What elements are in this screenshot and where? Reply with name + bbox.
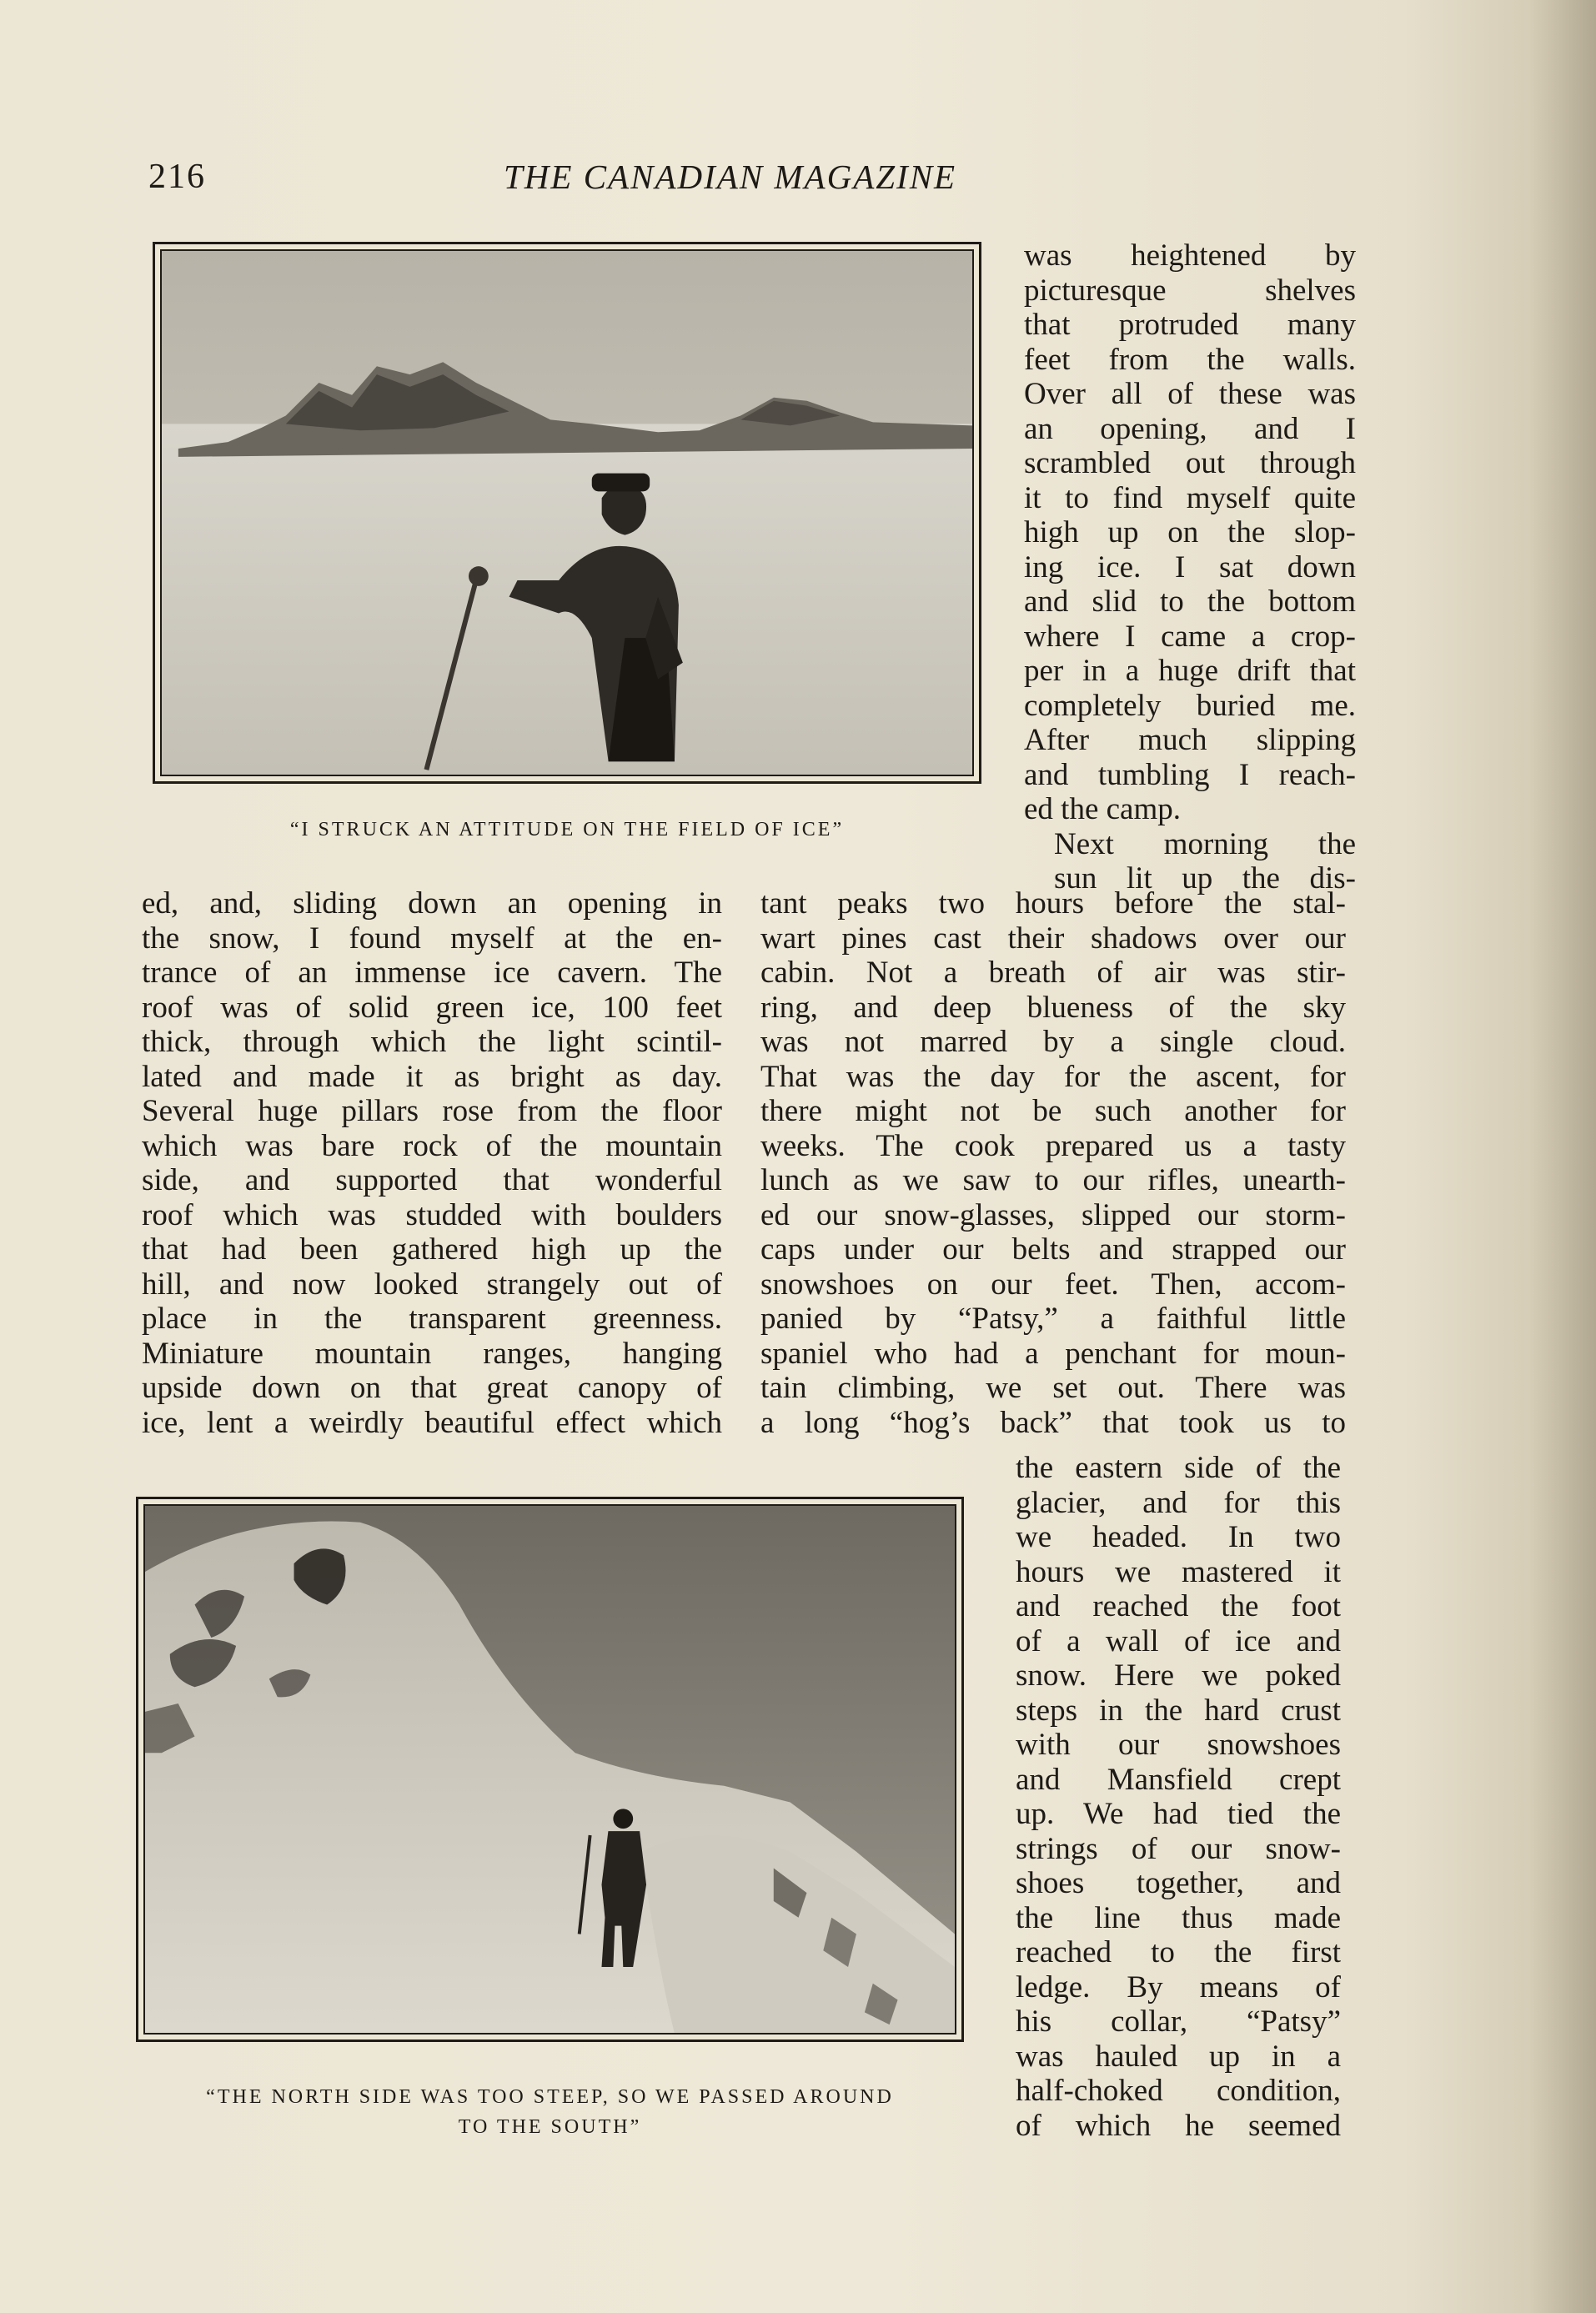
text-left-column [142, 886, 722, 1440]
text-line: up. We had tied the [1016, 1797, 1341, 1831]
text-line: roof which was studded with boulders [142, 1197, 722, 1232]
text-line: hill, and now looked strangely out of [142, 1267, 722, 1302]
photo-man-on-ice-field-illustration [162, 251, 972, 775]
text-line: an opening, and I [1024, 411, 1356, 446]
text-line: half-choked condition, [1016, 2074, 1341, 2108]
text-line: upside down on that great canopy of [142, 1371, 722, 1405]
text-line: strings of our snow- [1016, 1831, 1341, 1866]
text-line: ed the camp. [1024, 792, 1181, 826]
text-line: feet from the walls. [1024, 342, 1356, 377]
photo-climber-on-slope [136, 1497, 964, 2042]
text-line: Next morning the [1054, 826, 1356, 861]
text-line: it to find myself quite [1024, 480, 1356, 515]
text-line: the eastern side of the [1016, 1451, 1341, 1485]
photo-image [143, 1504, 956, 2035]
text-line: panied by “Patsy,” a faithful little [760, 1302, 1346, 1336]
text-line: tain climbing, we set out. There was [760, 1371, 1346, 1405]
photo2-caption-line2: TO THE SOUTH” [458, 2116, 642, 2138]
text-line: his collar, “Patsy” [1016, 2004, 1341, 2039]
text-line: ed, and, sliding down an opening in [142, 886, 722, 921]
text-line: the line thus made [1016, 1900, 1341, 1935]
text-line: After much slipping [1024, 723, 1356, 757]
text-line: picturesque shelves [1024, 273, 1356, 308]
photo-climber-on-slope-illustration [145, 1506, 955, 2033]
text-line: ice, lent a weirdly beautiful effect which [142, 1405, 722, 1440]
text-middle-column [760, 886, 1346, 1440]
text-line: where I came a crop- [1024, 619, 1356, 654]
photo1-caption: “I STRUCK AN ATTITUDE ON THE FIELD OF ICE” [289, 819, 845, 840]
photo-man-on-ice-field [153, 242, 981, 784]
text-line: lated and made it as bright as day. [142, 1059, 722, 1094]
text-line: ing ice. I sat down [1024, 549, 1356, 585]
text-line: cabin. Not a breath of air was stir- [760, 956, 1346, 990]
text-line: that protruded many [1024, 308, 1356, 342]
text-line: and reached the foot [1016, 1589, 1341, 1623]
text-line: that had been gathered high up the [142, 1232, 722, 1267]
text-right-top [1024, 238, 1356, 896]
text-line: steps in the hard crust [1016, 1693, 1341, 1728]
text-line: place in the transparent greenness. [142, 1302, 722, 1336]
text-line: Several huge pillars rose from the floor [142, 1094, 722, 1128]
text-line: there might not be such another for [760, 1094, 1346, 1128]
text-line: a long “hog’s back” that took us to [760, 1405, 1346, 1440]
text-line: ledge. By means of [1016, 1969, 1341, 2004]
text-line: and tumbling I reach- [1024, 757, 1356, 792]
text-line: was hauled up in a [1016, 2039, 1341, 2074]
text-line: completely buried me. [1024, 688, 1356, 723]
photo2-caption-line1: “THE NORTH SIDE WAS TOO STEEP, SO WE PASSED AROUND [206, 2086, 894, 2108]
text-line: ring, and deep blueness of the sky [760, 990, 1346, 1025]
text-line: the snow, I found myself at the en- [142, 921, 722, 956]
page-header [0, 157, 1596, 207]
page-number: 216 [148, 158, 206, 196]
text-line: of which he seemed [1016, 2108, 1341, 2143]
text-line: we headed. In two [1016, 1520, 1341, 1554]
text-line: lunch as we saw to our rifles, unearth- [760, 1163, 1346, 1197]
text-line: reached to the first [1016, 1935, 1341, 1969]
running-head: THE CANADIAN MAGAZINE [504, 158, 957, 196]
photo2-caption [136, 2082, 964, 2142]
text-line: That was the day for the ascent, for [760, 1059, 1346, 1094]
text-line: was heightened by [1024, 238, 1356, 273]
text-line: shoes together, and [1016, 1866, 1341, 1900]
text-line: hours we mastered it [1016, 1554, 1341, 1589]
text-line: snow. Here we poked [1016, 1658, 1341, 1693]
text-line: glacier, and for this [1016, 1485, 1341, 1520]
page-spine-shadow [1529, 0, 1596, 2313]
text-line: and slid to the bottom [1024, 585, 1356, 619]
text-right-bottom [1016, 1451, 1341, 2143]
text-line: caps under our belts and strapped our [760, 1232, 1346, 1267]
text-line: which was bare rock of the mountain [142, 1128, 722, 1163]
text-line: spaniel who had a penchant for moun- [760, 1336, 1346, 1371]
photo-image [160, 249, 974, 776]
text-line: scrambled out through [1024, 446, 1356, 480]
text-line: roof was of solid green ice, 100 feet [142, 990, 722, 1025]
text-line: weeks. The cook prepared us a tasty [760, 1128, 1346, 1163]
text-line: per in a huge drift that [1024, 654, 1356, 688]
text-line: ed our snow-glasses, slipped our storm- [760, 1197, 1346, 1232]
text-line: was not marred by a single cloud. [760, 1025, 1346, 1059]
text-line: high up on the slop- [1024, 515, 1356, 549]
text-line: Miniature mountain ranges, hanging [142, 1336, 722, 1371]
text-line: side, and supported that wonderful [142, 1163, 722, 1197]
text-line: trance of an immense ice cavern. The [142, 956, 722, 990]
text-line: and Mansfield crept [1016, 1762, 1341, 1797]
text-line: of a wall of ice and [1016, 1623, 1341, 1658]
text-line: Over all of these was [1024, 377, 1356, 411]
text-line: wart pines cast their shadows over our [760, 921, 1346, 956]
text-line: snowshoes on our feet. Then, accom- [760, 1267, 1346, 1302]
text-line: tant peaks two hours before the stal- [760, 886, 1346, 921]
text-line: thick, through which the light scintil- [142, 1025, 722, 1059]
text-line: sun lit up the dis- [1054, 861, 1356, 896]
text-line: with our snowshoes [1016, 1728, 1341, 1762]
